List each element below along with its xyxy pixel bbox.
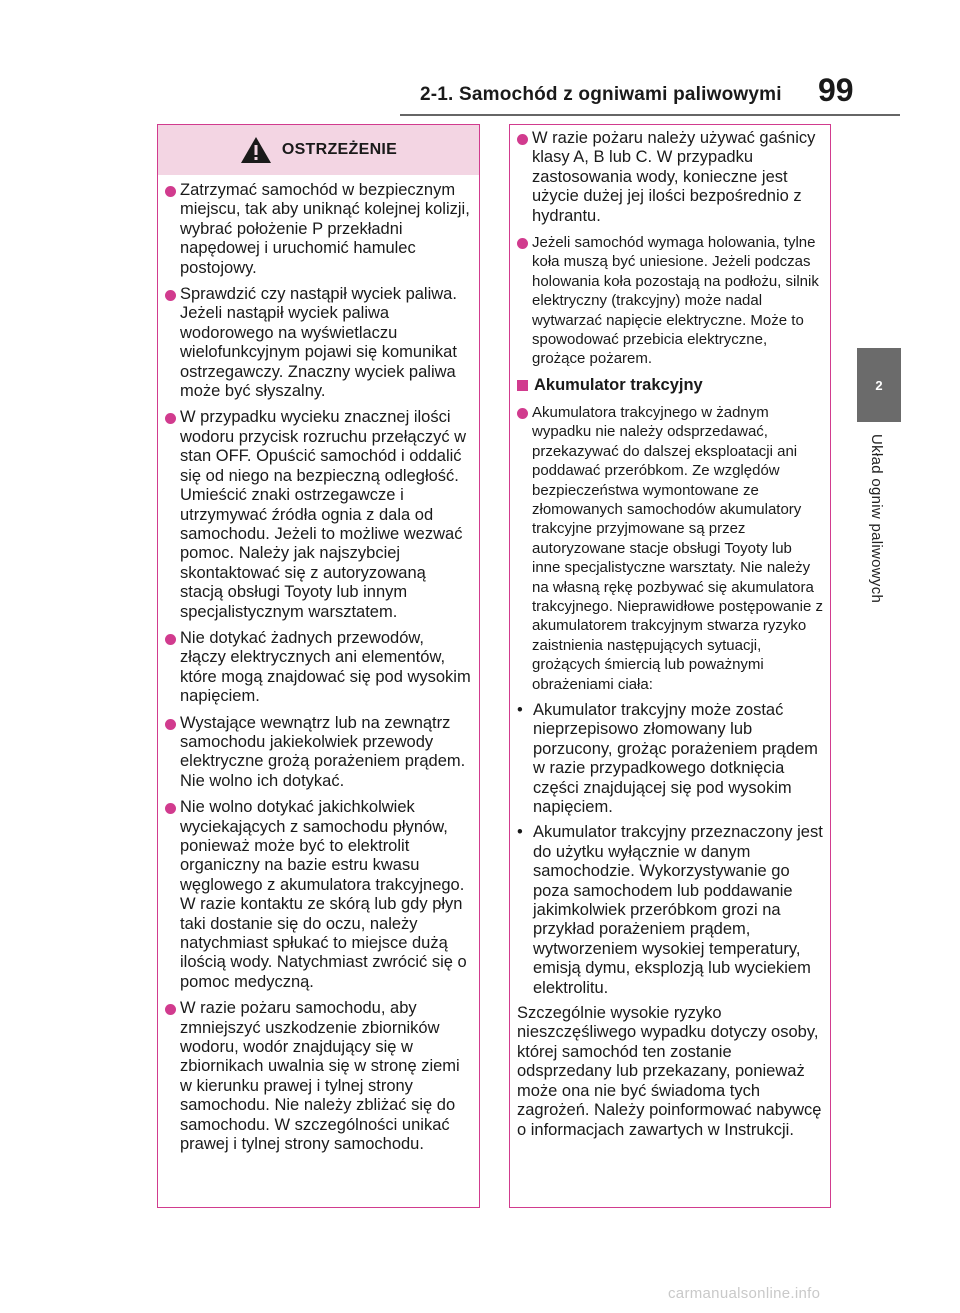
warning-item xyxy=(517,403,824,694)
chapter-tab xyxy=(857,348,901,422)
bullet-dot-icon xyxy=(165,290,176,301)
bullet-dot-icon xyxy=(517,408,528,419)
bullet-point-icon: • xyxy=(517,823,523,842)
chapter-number: 2 xyxy=(875,377,883,393)
warning-item xyxy=(165,408,473,621)
warning-item xyxy=(165,629,473,707)
bullet-dot-icon xyxy=(165,634,176,645)
bullet-dot-icon xyxy=(165,803,176,814)
warning-item-text: W razie pożaru należy używać gaśnicy klasy A, B lub C. W przypadku zastosowania wody, konieczne jest użycie dużej jej ilości bezpośrednio z hydrantu. xyxy=(532,129,816,225)
chapter-label: Układ ogniw paliwowych xyxy=(868,434,885,604)
bullet-dot-icon xyxy=(517,134,528,145)
bullet-dot-icon xyxy=(517,238,528,249)
warning-item xyxy=(165,999,473,1154)
subsection-title: Akumulator trakcyjny xyxy=(534,375,703,394)
watermark: carmanualsonline.info xyxy=(668,1285,821,1302)
warning-item-text: Nie dotykać żadnych przewodów, złączy elektrycznych ani elementów, które mogą znajdować się pod wysokim napięciem. xyxy=(180,628,471,706)
warning-item xyxy=(165,798,473,992)
warning-item-text: Jeżeli samochód wymaga holowania, tylne koła muszą być uniesione. Jeżeli podczas holowania koła pozostają na podłożu, silnik elektryczny (trakcyjny) może nadal wytwarzać napięcie elektryczne. Może to spowodować przebicia elektryczne, grożące pożarem. xyxy=(532,234,819,368)
warning-item-text: W razie pożaru samochodu, aby zmniejszyć uszkodzenie zbiorników wodoru, wodór znajdujący się w zbiornikach uwalnia się w stronę ziemi w kierunku prawej i tylnej strony samochodu. Nie należy zbliżać się do samochodu. W szczególności unikać prawej i tylnej strony samochodu. xyxy=(180,999,460,1154)
header-title: 2-1. Samochód z ogniwami paliwowymi xyxy=(420,84,782,105)
warning-title: OSTRZEŻENIE xyxy=(281,141,398,158)
bullet-dot-icon xyxy=(165,719,176,730)
square-bullet-icon xyxy=(517,380,528,391)
warning-item-text: Zatrzymać samochód w bezpiecznym miejscu, tak aby uniknąć kolejnej kolizji, wybrać położenie P przekładni napędowej i uruchomić hamulec postojowy. xyxy=(180,181,470,277)
warning-item-text: Akumulatora trakcyjnego w żadnym wypadku nie należy odsprzedawać, przekazywać do dalszej eksploatacji ani poddawać przeróbkom. Ze względów bezpieczeństwa wymontowane ze złomowanych samochodów akumulatory trakcyjne przyjmowane są przez autoryzowane stacje obsługi Toyoty lub inne specjalistyczne warsztaty. Nie należy na własną rękę pozbywać się akumulatora trakcyjnego. Nieprawidłowe postępowanie z akumulatorem trakcyjnym stwarza ryzyko zaistnienia następujących sytuacji, grożących śmiercią lub poważnymi obrażeniami ciała: xyxy=(532,403,823,693)
warning-header xyxy=(158,125,479,175)
list-item xyxy=(517,701,824,817)
warning-item xyxy=(517,233,824,369)
warning-item xyxy=(165,181,473,278)
subsection-heading xyxy=(517,376,824,395)
header-rule xyxy=(400,114,900,116)
list-item-text: Akumulator trakcyjny może zostać nieprzepisowo złomowany lub porzucony, grożąc porażeniem prądem w razie przypadkowego dotknięcia części znajdującej się pod wysokim napięciem. xyxy=(533,700,818,816)
warning-item-text: Nie wolno dotykać jakichkolwiek wyciekających z samochodu płynów, ponieważ może być to elektrolit organiczny na bazie estru kwasu węglowego z akumulatora trakcyjnego. W razie kontaktu ze skórą lub gdy płyn taki dostanie się do oczu, należy natychmiast spłukać to miejsce dużą ilością wody. Natychmiast zwrócić się o pomoc medyczną. xyxy=(180,798,467,991)
list-item xyxy=(517,823,824,998)
warning-triangle-icon xyxy=(240,136,272,164)
bullet-point-icon: • xyxy=(517,700,523,719)
warning-panel-continued xyxy=(509,124,831,1208)
warning-item xyxy=(165,285,473,401)
bullet-dot-icon xyxy=(165,1004,176,1015)
warning-item-text: Sprawdzić czy nastąpił wyciek paliwa. Jeżeli nastąpił wyciek paliwa wodorowego na wyświetlaczu wielofunkcyjnym pojawi się komunikat ostrzegawczy. Znaczny wyciek paliwa może być słyszalny. xyxy=(180,285,457,401)
closing-paragraph: Szczególnie wysokie ryzyko nieszczęśliwego wypadku dotyczy osoby, której samochód ten zostanie odsprzedany lub przekazany, ponieważ może ona nie być świadoma tych zagrożeń. Należy poinformować nabywcę o informacjach zawartych w Instrukcji. xyxy=(517,1004,822,1139)
bullet-dot-icon xyxy=(165,413,176,424)
warning-panel xyxy=(157,124,480,1208)
warning-item xyxy=(165,714,473,792)
bullet-dot-icon xyxy=(165,186,176,197)
warning-item xyxy=(517,129,824,226)
warning-item-text: W przypadku wycieku znacznej ilości wodoru przycisk rozruchu przełączyć w stan OFF. Opuścić samochód i oddalić się od niego na bezpieczną odległość. Umieścić znaki ostrzegawcze i utrzymywać źródła ognia z dala od samochodu. Jeżeli to możliwe wezwać pomoc. Należy jak najszybciej skontaktować się z autoryzowaną stacją obsługi Toyoty lub innym specjalistycznym warsztatem. xyxy=(180,408,467,621)
warning-item-text: Wystające wewnątrz lub na zewnątrz samochodu jakiekolwiek przewody elektryczne grożą porażeniem prądem. Nie wolno ich dotykać. xyxy=(180,713,466,790)
page-number: 99 xyxy=(818,72,854,108)
list-item-text: Akumulator trakcyjny przeznaczony jest do użytku wyłącznie w danym samochodzie. Wykorzystywanie go poza samochodem lub poddawanie jakimkolwiek przeróbkom grozi na przykład porażeniem prądem, wytworzeniem wysokiej temperatury, emisją dymu, eksplozją lub wyciekiem elektrolitu. xyxy=(533,823,823,997)
